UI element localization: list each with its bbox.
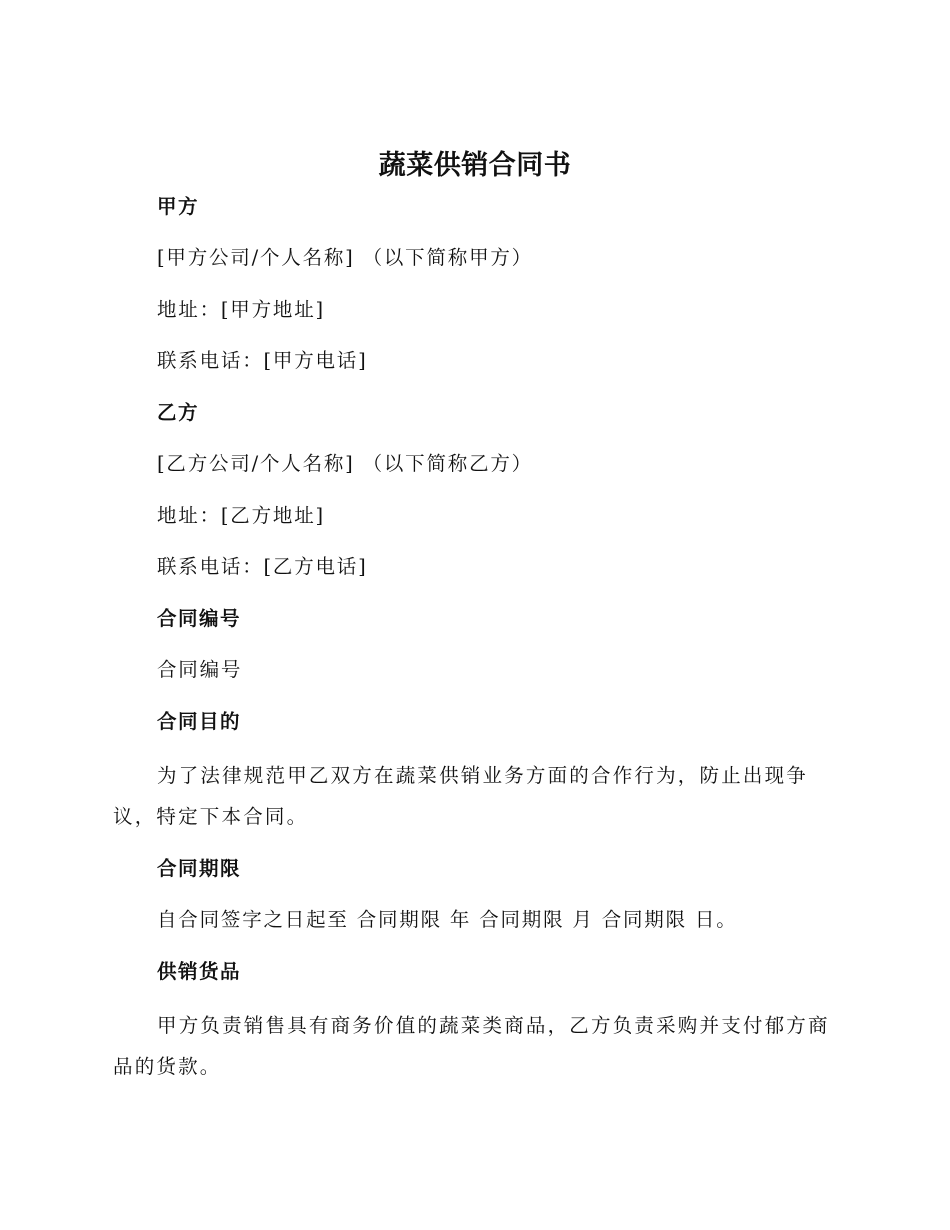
party-b-name: [乙方公司/个人名称] （以下简称乙方） bbox=[157, 452, 533, 475]
party-a-address: 地址：[甲方地址] bbox=[157, 298, 325, 321]
party-a-name: [甲方公司/个人名称] （以下简称甲方） bbox=[157, 246, 533, 269]
document-title: 蔬菜供销合同书 bbox=[378, 150, 572, 181]
party-b-phone: 联系电话：[乙方电话] bbox=[157, 555, 368, 578]
party-a-phone: 联系电话：[甲方电话] bbox=[157, 349, 368, 372]
term-heading: 合同期限 bbox=[157, 857, 242, 880]
goods-text: 甲方负责销售具有商务价值的蔬菜类商品，乙方负责采购并支付郁方商品的货款。 bbox=[113, 1014, 830, 1078]
party-b-address: 地址：[乙方地址] bbox=[157, 504, 325, 527]
term-text: 自合同签字之日起至 合同期限 年 合同期限 月 合同期限 日。 bbox=[157, 908, 738, 931]
purpose-heading: 合同目的 bbox=[157, 710, 242, 733]
contract-number-heading: 合同编号 bbox=[157, 607, 242, 630]
contract-number-value: 合同编号 bbox=[157, 658, 243, 681]
purpose-text: 为了法律规范甲乙双方在蔬菜供销业务方面的合作行为，防止出现争议，特定下本合同。 bbox=[113, 764, 809, 828]
party-a-heading: 甲方 bbox=[157, 195, 200, 218]
goods-heading: 供销货品 bbox=[157, 960, 242, 983]
party-b-heading: 乙方 bbox=[157, 401, 200, 424]
